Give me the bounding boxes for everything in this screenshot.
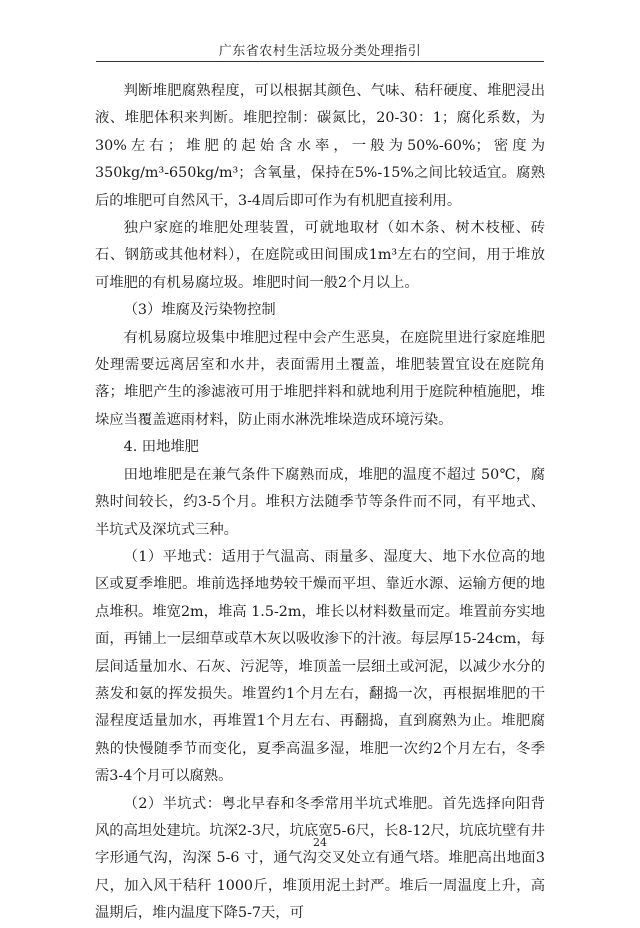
- page-header-title: 广东省农村生活垃圾分类处理指引: [218, 44, 422, 59]
- section-heading-field-compost: 4. 田地堆肥: [123, 439, 199, 456]
- paragraph-pollution-control: 有机易腐垃圾集中堆肥过程中会产生恶臭，在庭院里进行家庭堆肥处理需要远离居室和水井，表面需用土覆盖，堆肥装置宜设在庭院角落；堆肥产生的渗滤液可用于堆肥拌料和就地利用于庭院种植施肥，堆垛应当覆盖遮雨材料，防止雨水淋洗堆垛造成环境污染。: [95, 329, 545, 428]
- paragraph-half-pit-method: （2）半坑式：粤北早春和冬季常用半坑式堆肥。首先选择向阳背风的高坦处建坑。坑深2-3尺，坑底宽5-6尺，长8-12尺，坑底坑壁有井字形通气沟，沟深 5-6 寸，通气沟交叉处立有通气塔。堆肥高出地面3尺，加入风干秸秆 1000斤，堆顶用泥土封严。堆后一周温度上升，高温期后，堆内温度下降5-7天，可: [95, 795, 545, 922]
- paragraph-flat-method: （1）平地式：适用于气温高、雨量多、湿度大、地下水位高的地区或夏季堆肥。堆前选择地势较干燥而平坦、靠近水源、运输方便的地点堆积。堆宽2m，堆高 1.5-2m，堆长以材料数量而定。堆置前夯实地面，再铺上一层细草或草木灰以吸收渗下的汁液。每层厚15-24cm，每层间适量加水、石灰、污泥等，堆顶盖一层细土或河泥，以减少水分的蒸发和氨的挥发损失。堆置约1个月左右，翻捣一次，再根据堆肥的干湿程度适量加水，再堆置1个月左右、再翻捣，直到腐熟为止。堆肥腐熟的快慢随季节而变化，夏季高温多湿，堆肥一次约2个月左右，冬季需3-4个月可以腐熟。: [95, 548, 545, 785]
- page-number: 24: [313, 836, 327, 849]
- subheading-pollution-control: （3）堆腐及污染物控制: [123, 302, 276, 319]
- paragraph-compost-maturity: 判断堆肥腐熟程度，可以根据其颜色、气味、秸秆硬度、堆肥浸出液、堆肥体积来判断。堆肥控制：碳氮比，20-30：1；腐化系数，为30%左右；堆肥的起始含水率，一般为50%-60%；密度为350kg/m³-650kg/m³；含氧量，保持在5%-15%之间比较适宜。腐熟后的堆肥可自然风干，3-4周后即可作为有机肥直接利用。: [95, 83, 545, 209]
- header-divider: [96, 61, 544, 62]
- paragraph-field-compost: 田地堆肥是在兼气条件下腐熟而成，堆肥的温度不超过 50℃，腐熟时间较长，约3-5个月。堆积方法随季节等条件而不同，有平地式、半坑式及深坑式三种。: [95, 466, 545, 538]
- paragraph-household-device: 独户家庭的堆肥处理装置，可就地取材（如木条、树木枝桠、砖石、钢筋或其他材料），在庭院或田间围成1m³左右的空间，用于堆放可堆肥的有机易腐垃圾。堆肥时间一般2个月以上。: [95, 220, 545, 291]
- document-body: [95, 78, 545, 928]
